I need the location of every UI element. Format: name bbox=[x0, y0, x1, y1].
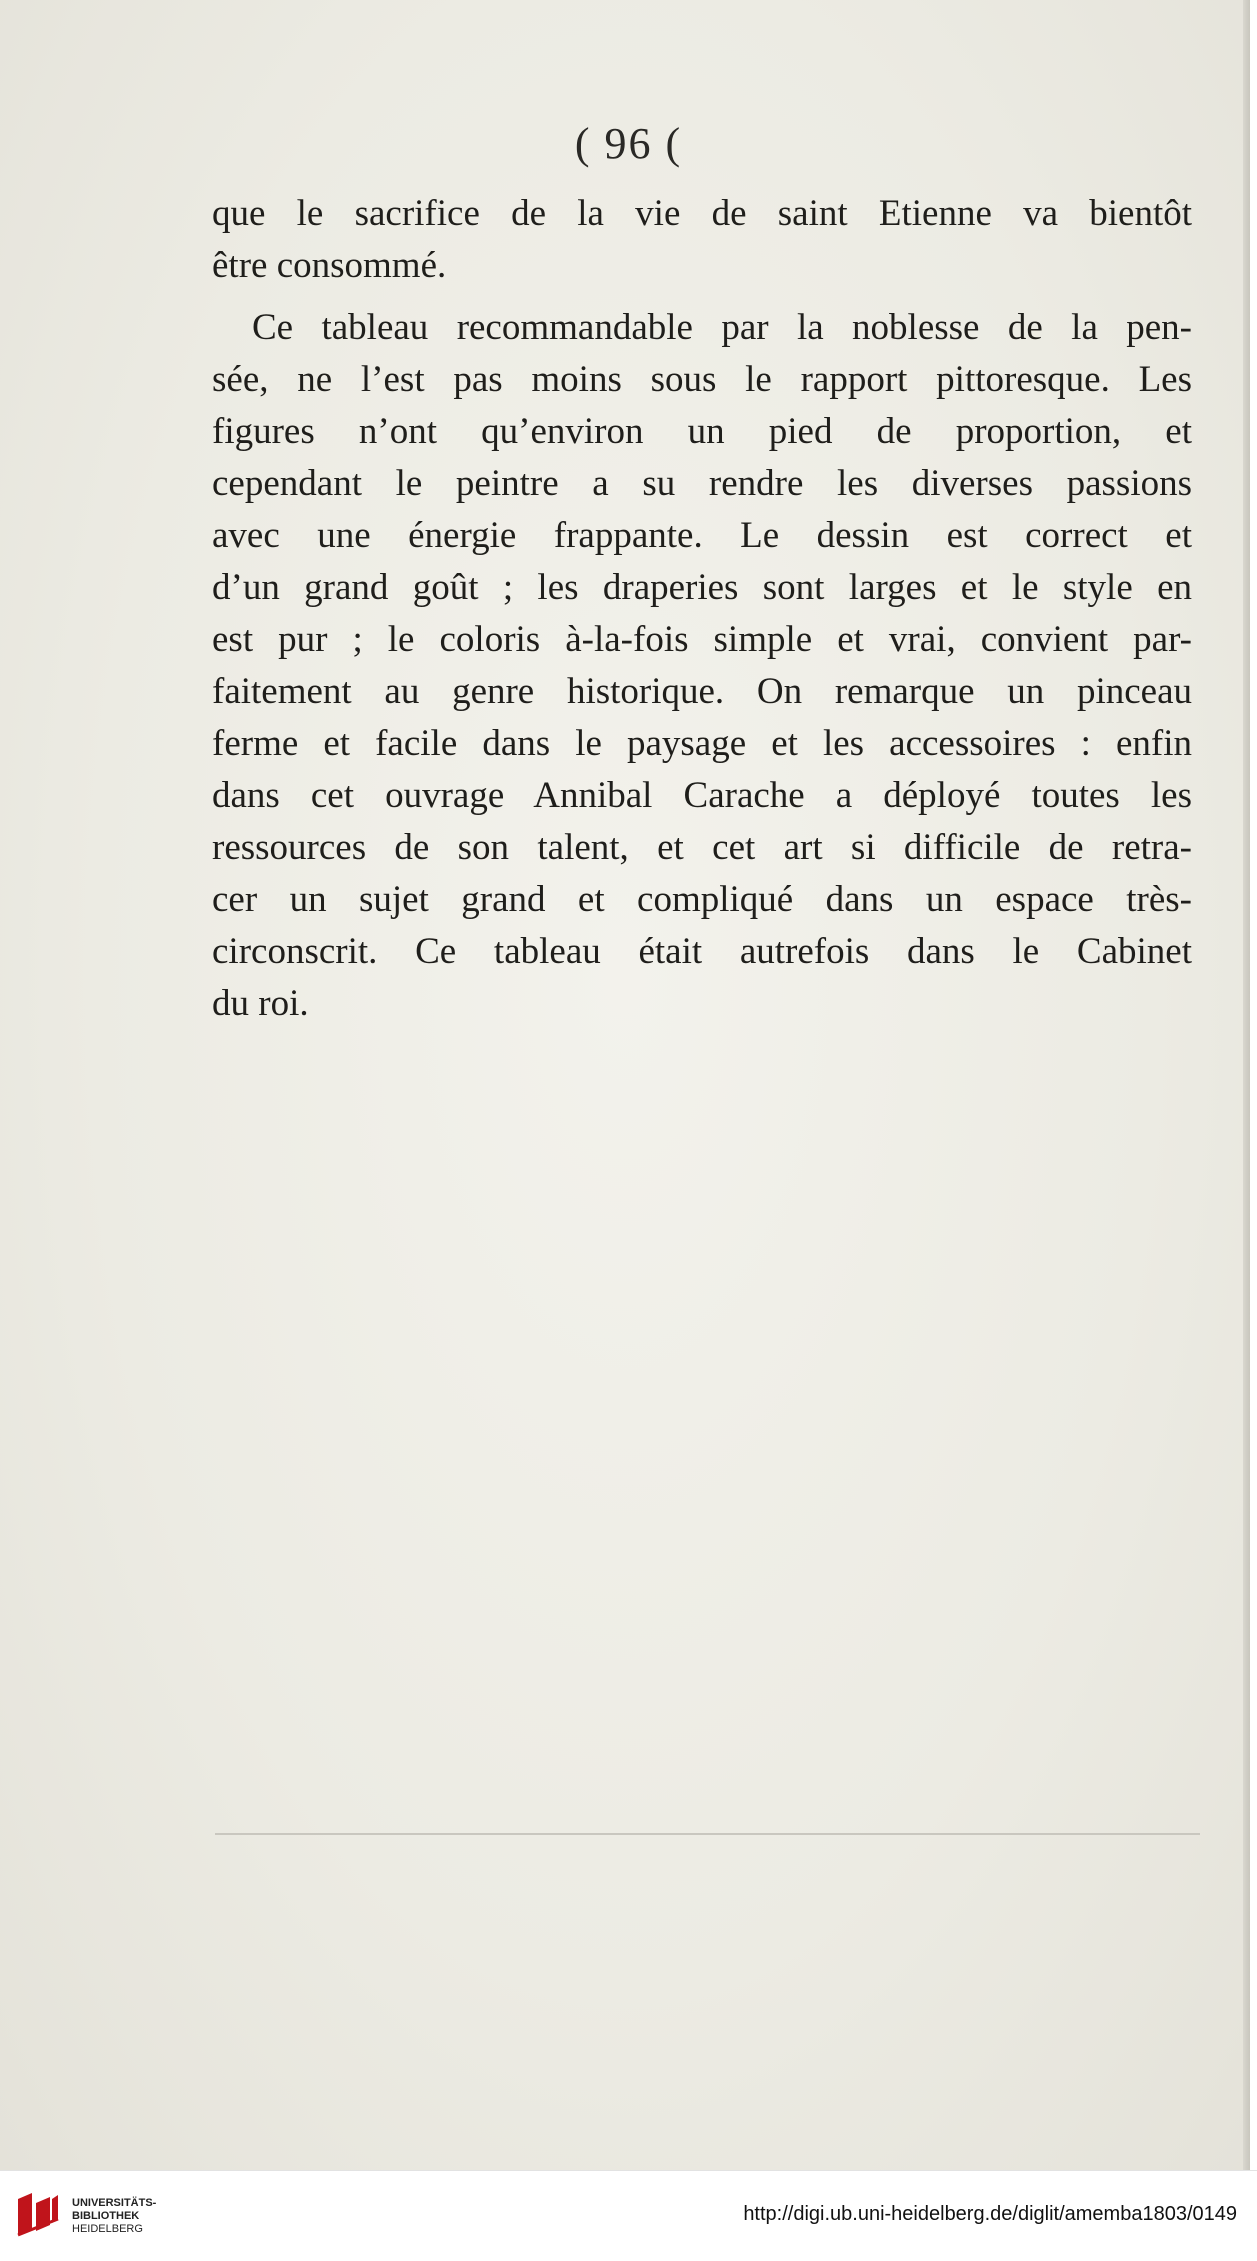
text-line: ferme et facile dans le paysage et les accessoires : enfin bbox=[212, 723, 1192, 764]
text-line: du roi. bbox=[212, 983, 309, 1024]
page-number: ( 96 ( bbox=[574, 119, 683, 168]
text-line: d’un grand goût ; les draperies sont larges et le style en bbox=[212, 567, 1192, 608]
library-name-line: BIBLIOTHEK bbox=[72, 2210, 140, 2222]
text-line: dans cet ouvrage Annibal Carache a déployé toutes les bbox=[212, 775, 1192, 816]
library-name-line: HEIDELBERG bbox=[72, 2223, 143, 2235]
text-line: avec une énergie frappante. Le dessin est correct et bbox=[212, 515, 1192, 556]
text-line: circonscrit. Ce tableau était autrefois dans le Cabinet bbox=[212, 931, 1192, 972]
footnote-rule bbox=[215, 1833, 1200, 1835]
text-line: faitement au genre historique. On remarque un pinceau bbox=[212, 671, 1192, 712]
library-logo-icon[interactable] bbox=[12, 2189, 64, 2241]
text-line: que le sacrifice de la vie de saint Etienne va bientôt bbox=[212, 193, 1192, 234]
text-line: ressources de son talent, et cet art si difficile de retra- bbox=[212, 827, 1192, 868]
text-line: cependant le peintre a su rendre les diverses passions bbox=[212, 463, 1192, 504]
text-line: être consommé. bbox=[212, 245, 447, 286]
text-line: sée, ne l’est pas moins sous le rapport pittoresque. Les bbox=[212, 359, 1192, 400]
text-line: est pur ; le coloris à-la-fois simple et vrai, convient par- bbox=[212, 619, 1192, 660]
library-name bbox=[72, 2197, 156, 2236]
page-edge bbox=[1243, 0, 1250, 2170]
text-line: Ce tableau recommandable par la noblesse de la pen- bbox=[252, 307, 1192, 348]
text-line: cer un sujet grand et compliqué dans un espace très- bbox=[212, 879, 1192, 920]
body-text bbox=[212, 188, 1192, 1040]
text-line: figures n’ont qu’environ un pied de proportion, et bbox=[212, 411, 1192, 452]
paragraph-1 bbox=[212, 188, 1192, 292]
library-name-line: UNIVERSITÄTS- bbox=[72, 2197, 157, 2209]
library-footer-bar bbox=[0, 2170, 1257, 2261]
paragraph-2 bbox=[212, 302, 1192, 1030]
source-url-link[interactable]: http://digi.ub.uni-heidelberg.de/diglit/amemba1803/0149 bbox=[743, 2203, 1237, 2225]
